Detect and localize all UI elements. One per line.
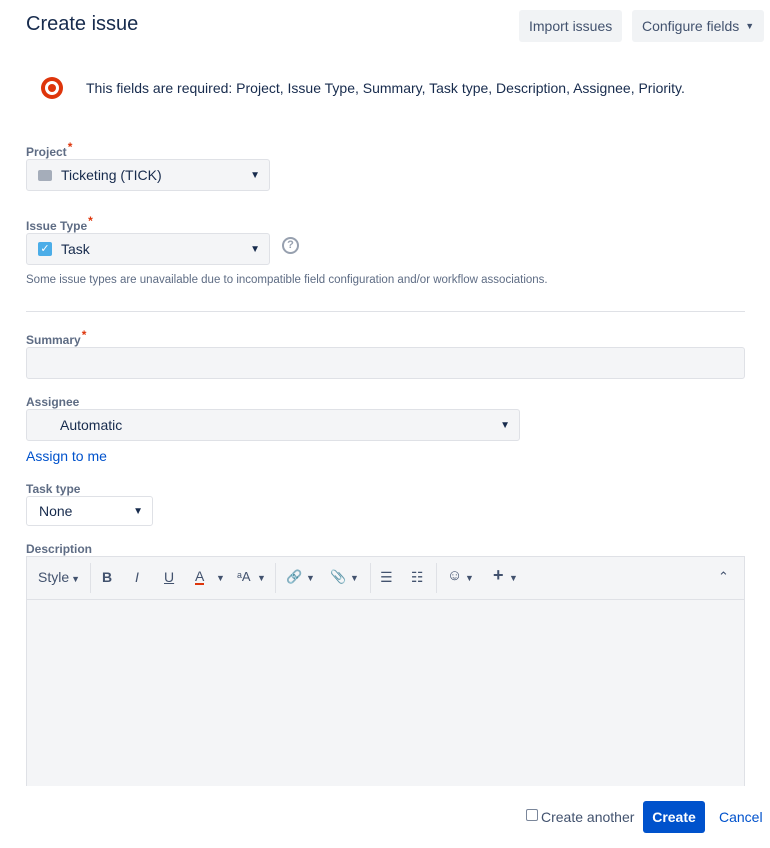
chevron-down-icon[interactable]: ▼ <box>306 573 315 583</box>
style-dropdown[interactable]: Style ▼ <box>38 569 81 585</box>
text-color-button[interactable]: A <box>195 568 205 584</box>
underline-button[interactable]: U <box>164 569 175 585</box>
task-type-label: Task type <box>26 482 81 496</box>
task-type-select[interactable] <box>26 496 153 526</box>
create-another-checkbox[interactable] <box>526 809 538 821</box>
link-icon[interactable]: 🔗 <box>286 569 303 584</box>
collapse-toolbar-icon[interactable]: ⌃ <box>718 569 729 584</box>
issue-type-value: Task <box>61 241 90 257</box>
issue-type-select[interactable] <box>26 233 270 265</box>
task-checkbox-icon: ✓ <box>38 242 52 256</box>
help-icon[interactable]: ? <box>282 237 299 254</box>
project-select[interactable] <box>26 159 270 191</box>
chevron-down-icon: ▼ <box>500 420 510 431</box>
chevron-down-icon: ▼ <box>745 21 755 31</box>
insert-icon[interactable]: + <box>493 565 504 585</box>
attachment-icon[interactable]: 📎 <box>330 569 347 584</box>
chevron-down-icon[interactable]: ▼ <box>216 573 225 583</box>
cancel-link[interactable]: Cancel <box>719 809 763 825</box>
bullet-list-icon[interactable]: ☰ <box>380 569 393 585</box>
summary-input[interactable] <box>26 347 745 379</box>
description-editor[interactable] <box>26 556 745 786</box>
create-another-label: Create another <box>541 809 635 825</box>
project-avatar-icon <box>38 170 52 181</box>
import-issues-label: Import issues <box>529 18 613 34</box>
dropdown-arrow-icon: ▼ <box>133 506 143 517</box>
chevron-down-icon: ▼ <box>250 170 260 181</box>
chevron-down-icon[interactable]: ▼ <box>350 573 359 583</box>
more-formatting-button[interactable]: ᵃA <box>237 569 251 584</box>
description-label: Description <box>26 542 93 556</box>
configure-fields-button[interactable] <box>632 10 764 42</box>
toolbar-separator <box>90 563 91 593</box>
assignee-select[interactable] <box>26 409 520 441</box>
task-type-value: None <box>39 503 73 519</box>
error-message: This fields are required: Project, Issue Type, Summary, Task type, Description, Assignee, Priority. <box>86 80 685 96</box>
toolbar-separator <box>275 563 276 593</box>
project-value: Ticketing (TICK) <box>61 167 162 183</box>
chevron-down-icon[interactable]: ▼ <box>465 573 474 583</box>
chevron-down-icon: ▼ <box>250 244 260 255</box>
assign-to-me-link[interactable]: Assign to me <box>26 448 107 464</box>
project-label: Project* <box>26 140 73 159</box>
summary-label: Summary* <box>26 328 87 347</box>
emoji-icon[interactable]: ☺ <box>447 567 463 584</box>
italic-button[interactable]: I <box>135 569 139 585</box>
divider <box>26 311 745 312</box>
issue-type-note: Some issue types are unavailable due to incompatible field configuration and/or workflow associations. <box>26 274 548 286</box>
create-button[interactable]: Create <box>643 801 705 833</box>
toolbar-separator <box>436 563 437 593</box>
page-title: Create issue <box>26 13 139 35</box>
issue-type-label: Issue Type* <box>26 214 93 233</box>
numbered-list-icon[interactable]: ☷ <box>411 569 424 585</box>
error-icon <box>41 77 63 99</box>
configure-fields-label: Configure fields <box>642 18 740 34</box>
chevron-down-icon[interactable]: ▼ <box>509 573 518 583</box>
toolbar-separator <box>370 563 371 593</box>
chevron-down-icon[interactable]: ▼ <box>257 573 266 583</box>
assignee-label: Assignee <box>26 395 80 409</box>
editor-toolbar <box>27 557 744 600</box>
assignee-value: Automatic <box>60 417 123 433</box>
import-issues-button[interactable] <box>519 10 622 42</box>
bold-button[interactable]: B <box>102 569 113 585</box>
